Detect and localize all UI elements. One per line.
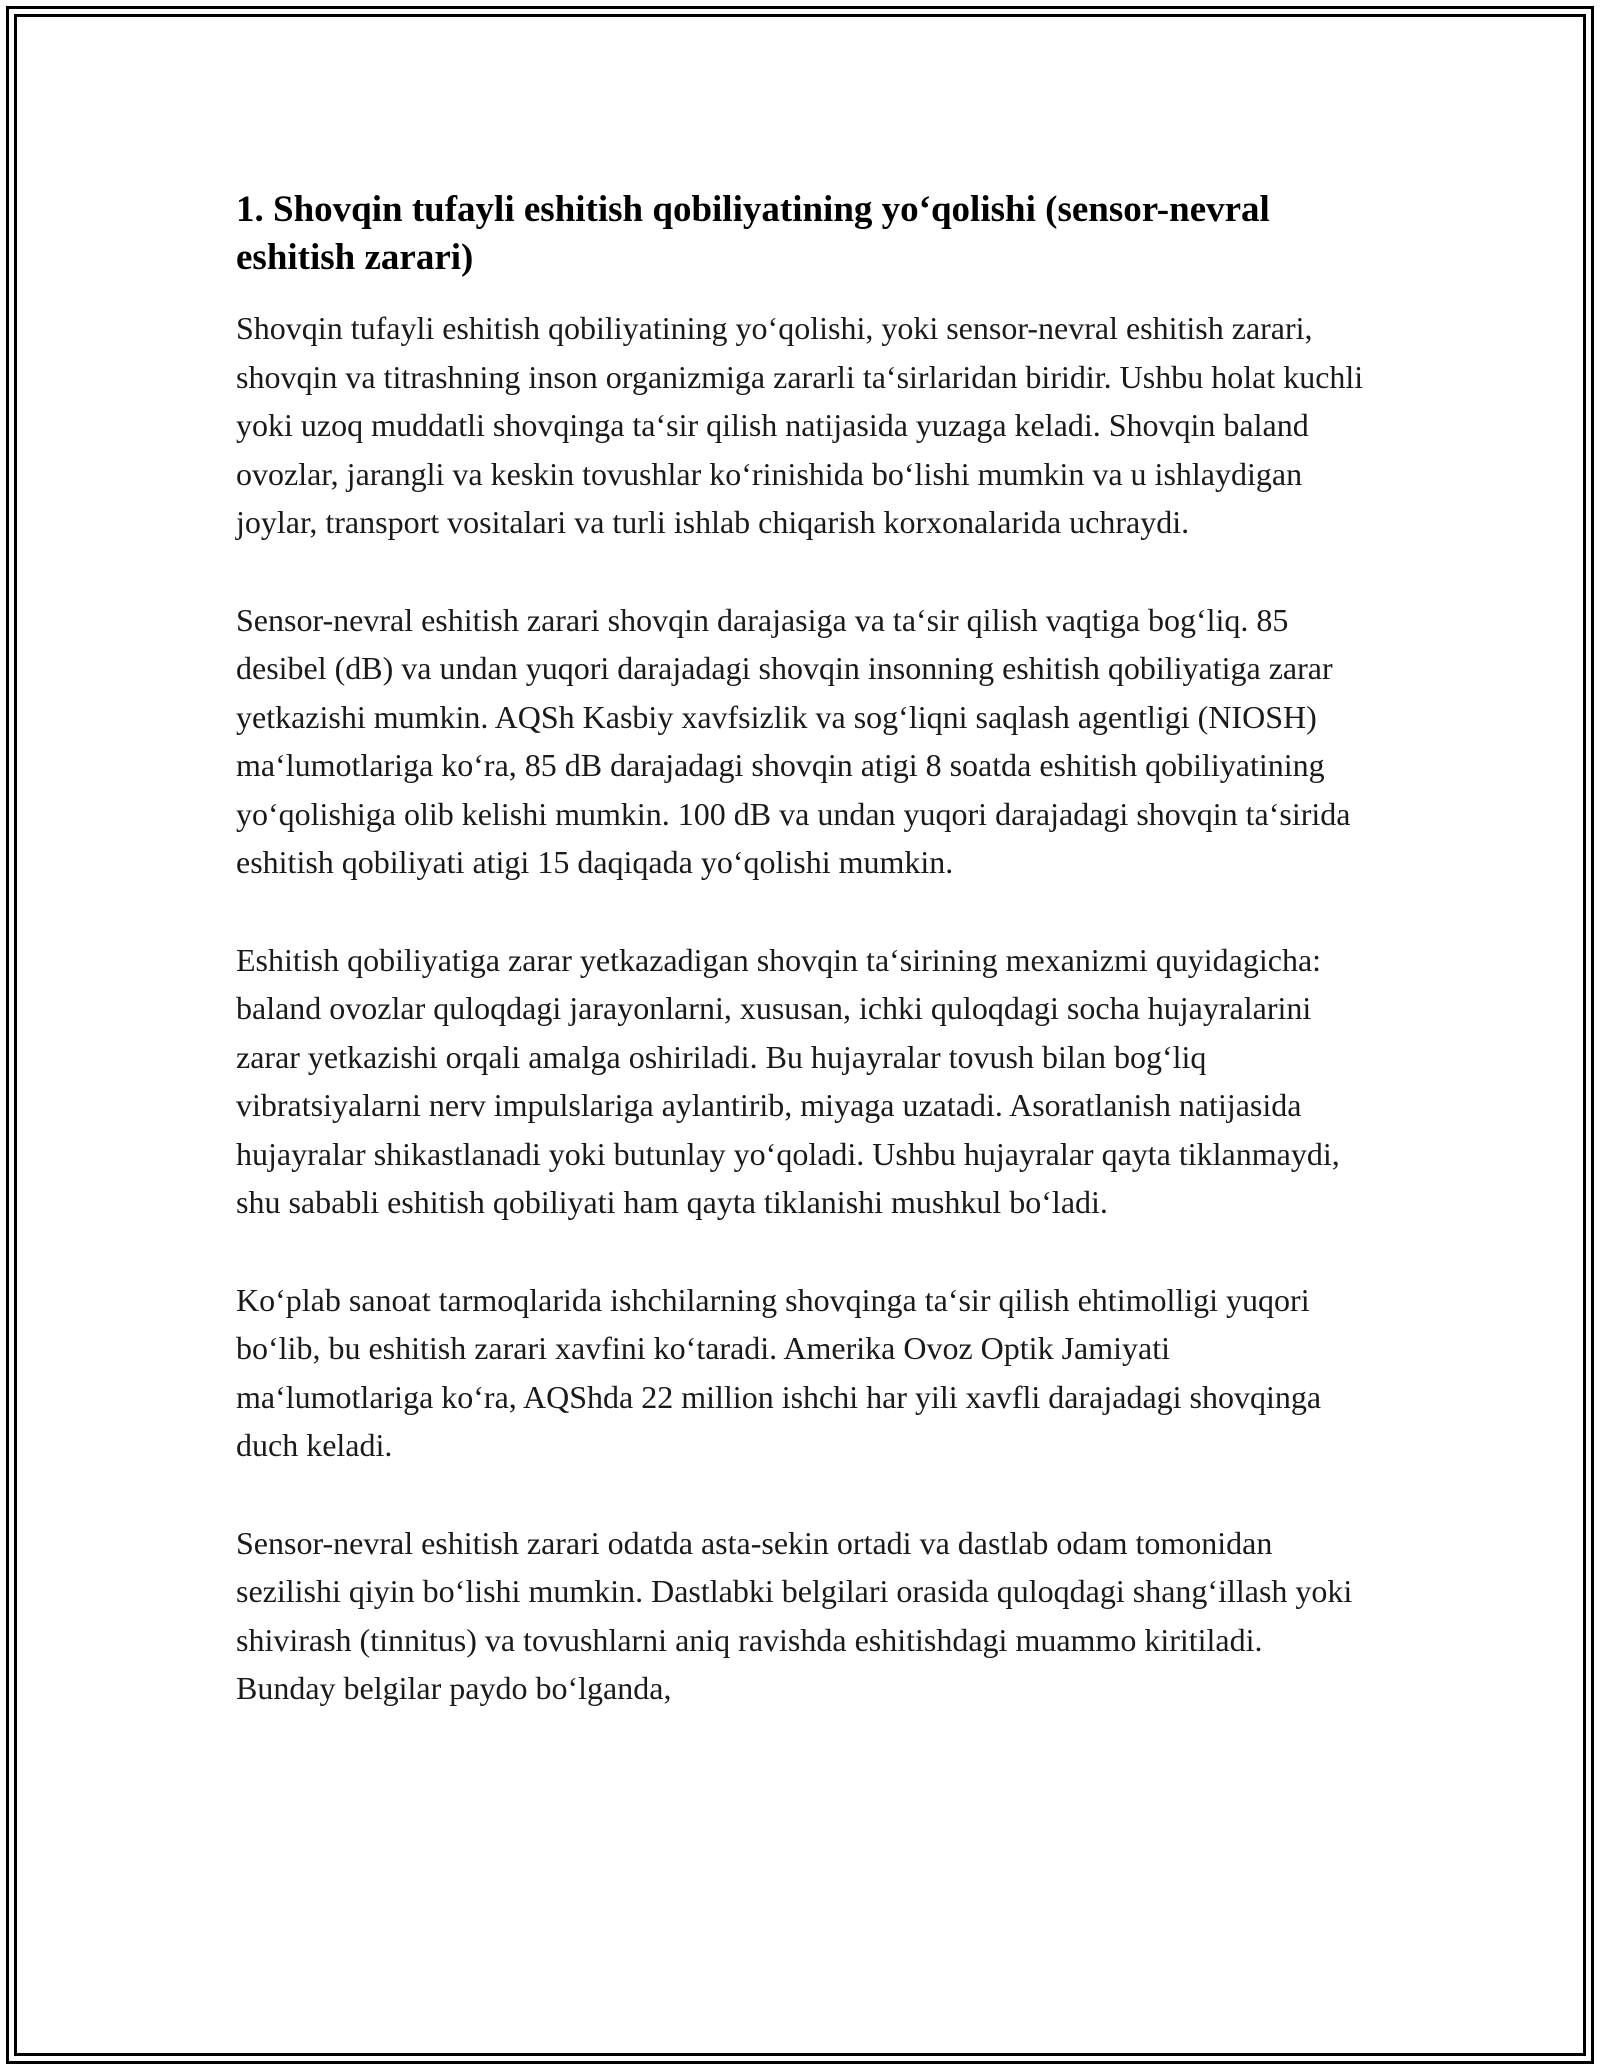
- paragraph-4: Ko‘plab sanoat tarmoqlarida ishchilarning shovqinga ta‘sir qilish ehtimolligi yuqori bo‘lib, bu eshitish zarari xavfini ko‘taradi. Amerika Ovoz Optik Jamiyati ma‘lumotlariga ko‘ra, AQShda 22 million ishchi har yili xavfli darajadagi shovqinga duch keladi.: [236, 1281, 1322, 1463]
- paragraph-5: Sensor-nevral eshitish zarari odatda asta-sekin ortadi va dastlab odam tomonidan sezilishi qiyin bo‘lishi mumkin. Dastlabki belgilari orasida quloqdagi shang‘illash yoki shivirash (tinnitus) va tovushlarni aniq ravishda eshitishdagi muammo kiritiladi. Bunday belgilar paydo bo‘lganda,: [236, 1524, 1353, 1706]
- paragraph-1: Shovqin tufayli eshitish qobiliyatining yo‘qolishi, yoki sensor-nevral eshitish zarari, shovqin va titrashning inson organizmiga zararli ta‘sirlaridan biridir. Ushbu holat kuchli yoki uzoq muddatli shovqinga ta‘sir qilish natijasida yuzaga keladi. Shovqin baland ovozlar, jarangli va keskin tovushlar ko‘rinishida bo‘lishi mumkin va u ishlaydigan joylar, transport vositalari va turli ishlab chiqarish korxonalarida uchraydi.: [236, 310, 1364, 540]
- section-heading: 1. Shovqin tufayli eshitish qobiliyatining yo‘qolishi (sensor-nevral eshitish zarari): [236, 189, 1270, 278]
- paragraph-3: Eshitish qobiliyatiga zarar yetkazadigan shovqin ta‘sirining mexanizmi quyidagicha: baland ovozlar quloqdagi jarayonlarni, xususan, ichki quloqdagi socha hujayralarini zarar yetkazishi orqali amalga oshiriladi. Bu hujayralar tovush bilan bog‘liq vibratsiyalarni nerv impulslariga aylantirib, miyaga uzatadi. Asoratlanish natijasida hujayralar shikastlanadi yoki butunlay yo‘qoladi. Ushbu hujayralar qayta tiklanmaydi, shu sababli eshitish qobiliyati ham qayta tiklanishi mushkul bo‘ladi.: [236, 941, 1340, 1220]
- paragraph-2: Sensor-nevral eshitish zarari shovqin darajasiga va ta‘sir qilish vaqtiga bog‘liq. 85 desibel (dB) va undan yuqori darajadagi shovqin insonning eshitish qobiliyatiga zarar yetkazishi mumkin. AQSh Kasbiy xavfsizlik va sog‘liqni saqlash agentligi (NIOSH) ma‘lumotlariga ko‘ra, 85 dB darajadagi shovqin atigi 8 soatda eshitish qobiliyatining yo‘qolishiga olib kelishi mumkin. 100 dB va undan yuqori darajadagi shovqin ta‘sirida eshitish qobiliyati atigi 15 daqiqada yo‘qolishi mumkin.: [236, 601, 1351, 880]
- document-body: [236, 186, 1366, 1762]
